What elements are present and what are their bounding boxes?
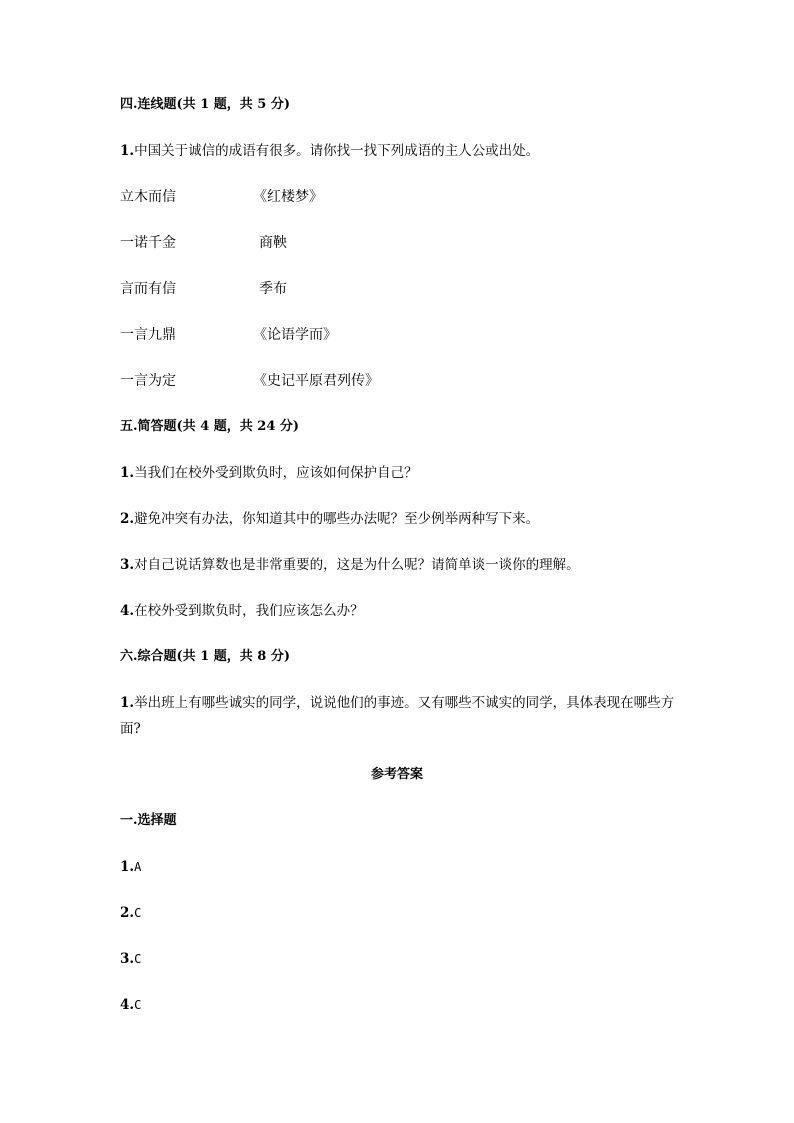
question-short-4 bbox=[120, 601, 364, 621]
answer-number: 1. bbox=[120, 859, 135, 875]
question-text: 举出班上有哪些诚实的同学，说说他们的事迹。又有哪些不诚实的同学，具体表现在哪些方面? bbox=[120, 695, 675, 737]
answer-number: 3. bbox=[120, 951, 135, 967]
section-heading-matching: 四.连线题(共 1 题，共 5 分) bbox=[120, 97, 291, 112]
answer-value: C bbox=[134, 952, 142, 966]
answer-item-1 bbox=[120, 857, 141, 877]
source-item: 季布 bbox=[259, 281, 287, 297]
answers-title: 参考答案 bbox=[370, 767, 423, 782]
answers-section-heading: 一.选择题 bbox=[120, 813, 177, 828]
question-comprehensive-1 bbox=[120, 690, 680, 742]
idiom-item: 一言为定 bbox=[120, 373, 176, 389]
question-text: 对自己说话算数也是非常重要的，这是为什么呢？请简单谈一谈你的理解。 bbox=[134, 557, 580, 573]
answer-item-2 bbox=[120, 903, 141, 923]
answer-number: 2. bbox=[120, 905, 135, 921]
question-short-3 bbox=[120, 555, 580, 575]
question-text: 避免冲突有办法，你知道其中的哪些办法呢？至少例举两种写下来。 bbox=[134, 511, 540, 527]
idiom-item: 言而有信 bbox=[120, 281, 176, 297]
question-number: 2. bbox=[120, 511, 135, 527]
question-number: 4. bbox=[120, 603, 135, 619]
answer-value: A bbox=[134, 860, 142, 874]
section-heading-comprehensive: 六.综合题(共 1 题，共 8 分) bbox=[120, 649, 291, 664]
question-short-1 bbox=[120, 463, 418, 483]
question-matching-1 bbox=[120, 141, 539, 161]
source-item: 《论语学而》 bbox=[253, 327, 337, 343]
idiom-item: 一诺千金 bbox=[120, 235, 176, 251]
answer-number: 4. bbox=[120, 997, 135, 1013]
answer-item-3 bbox=[120, 949, 141, 969]
question-text: 当我们在校外受到欺负时，应该如何保护自己？ bbox=[134, 465, 418, 481]
question-number: 1. bbox=[120, 695, 135, 711]
question-text: 中国关于诚信的成语有很多。请你找一找下列成语的主人公或出处。 bbox=[134, 143, 540, 159]
question-number: 1. bbox=[120, 465, 135, 481]
source-item: 《红楼梦》 bbox=[253, 189, 323, 205]
idiom-item: 立木而信 bbox=[120, 189, 176, 205]
section-heading-short-answer: 五.简答题(共 4 题，共 24 分) bbox=[120, 419, 300, 434]
source-item: 商鞅 bbox=[259, 235, 287, 251]
answer-value: C bbox=[134, 998, 142, 1012]
source-item: 《史记平原君列传》 bbox=[253, 373, 379, 389]
question-number: 3. bbox=[120, 557, 135, 573]
question-short-2 bbox=[120, 509, 539, 529]
answer-value: C bbox=[134, 906, 142, 920]
idiom-item: 一言九鼎 bbox=[120, 327, 176, 343]
question-number: 1. bbox=[120, 143, 135, 159]
question-text: 在校外受到欺负时，我们应该怎么办？ bbox=[134, 603, 364, 619]
answer-item-4 bbox=[120, 995, 141, 1015]
